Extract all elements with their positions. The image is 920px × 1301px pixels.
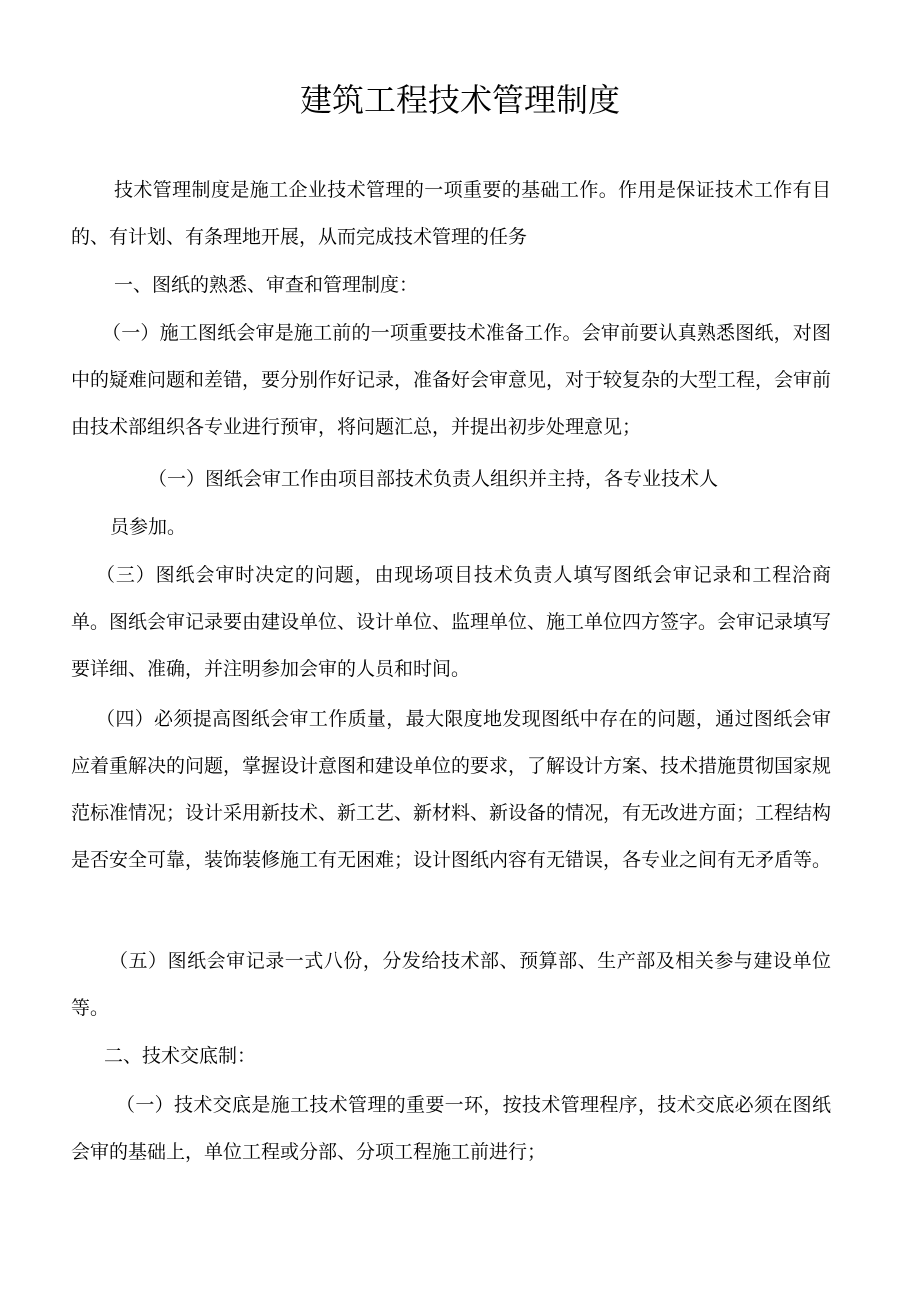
section-1-item-4: （四）必须提高图纸会审工作质量，最大限度地发现图纸中存在的问题，通过图纸会审应着重解决的问题，掌握设计意图和建设单位的要求，了解设计方案、技术措施贯彻国家规范标准情况；设计采用新技术、新工艺、新材料、新设备的情况，有无改进方面；工程结构是否安全可靠，装饰装修施工有无困难；设计图纸内容有无错误，各专业之间有无矛盾等。	[71, 708, 832, 871]
intro-paragraph: 技术管理制度是施工企业技术管理的一项重要的基础工作。作用是保证技术工作有目的、有计划、有条理地开展，从而完成技术管理的任务	[71, 179, 831, 248]
section-1-item-2-line-2: 员参加。	[110, 516, 187, 538]
section-1-heading: 一、图纸的熟悉、审查和管理制度：	[114, 274, 419, 296]
section-1-item-2-line-1: （一）图纸会审工作由项目部技术负责人组织并主持，各专业技术人	[148, 468, 719, 490]
section-1-item-1: （一）施工图纸会审是施工前的一项重要技术准备工作。会审前要认真熟悉图纸，对图中的疑难问题和差错，要分别作好记录，准备好会审意见，对于较复杂的大型工程，会审前由技术部组织各专业进行预审，将问题汇总，并提出初步处理意见；	[71, 322, 832, 438]
section-1-item-5: （五）图纸会审记录一式八份，分发给技术部、预算部、生产部及相关参与建设单位等。	[71, 950, 831, 1019]
section-1-item-3: （三）图纸会审时决定的问题，由现场项目技术负责人填写图纸会审记录和工程洽商单。图纸会审记录要由建设单位、设计单位、监理单位、施工单位四方签字。会审记录填写要详细、准确，并注明参加会审的人员和时间。	[71, 564, 832, 680]
document-title: 建筑工程技术管理制度	[299, 81, 620, 119]
section-2-heading: 二、技术交底制：	[104, 1045, 257, 1067]
section-2-item-1: （一）技术交底是施工技术管理的重要一环，按技术管理程序，技术交底必须在图纸会审的基础上，单位工程或分部、分项工程施工前进行；	[71, 1094, 831, 1163]
